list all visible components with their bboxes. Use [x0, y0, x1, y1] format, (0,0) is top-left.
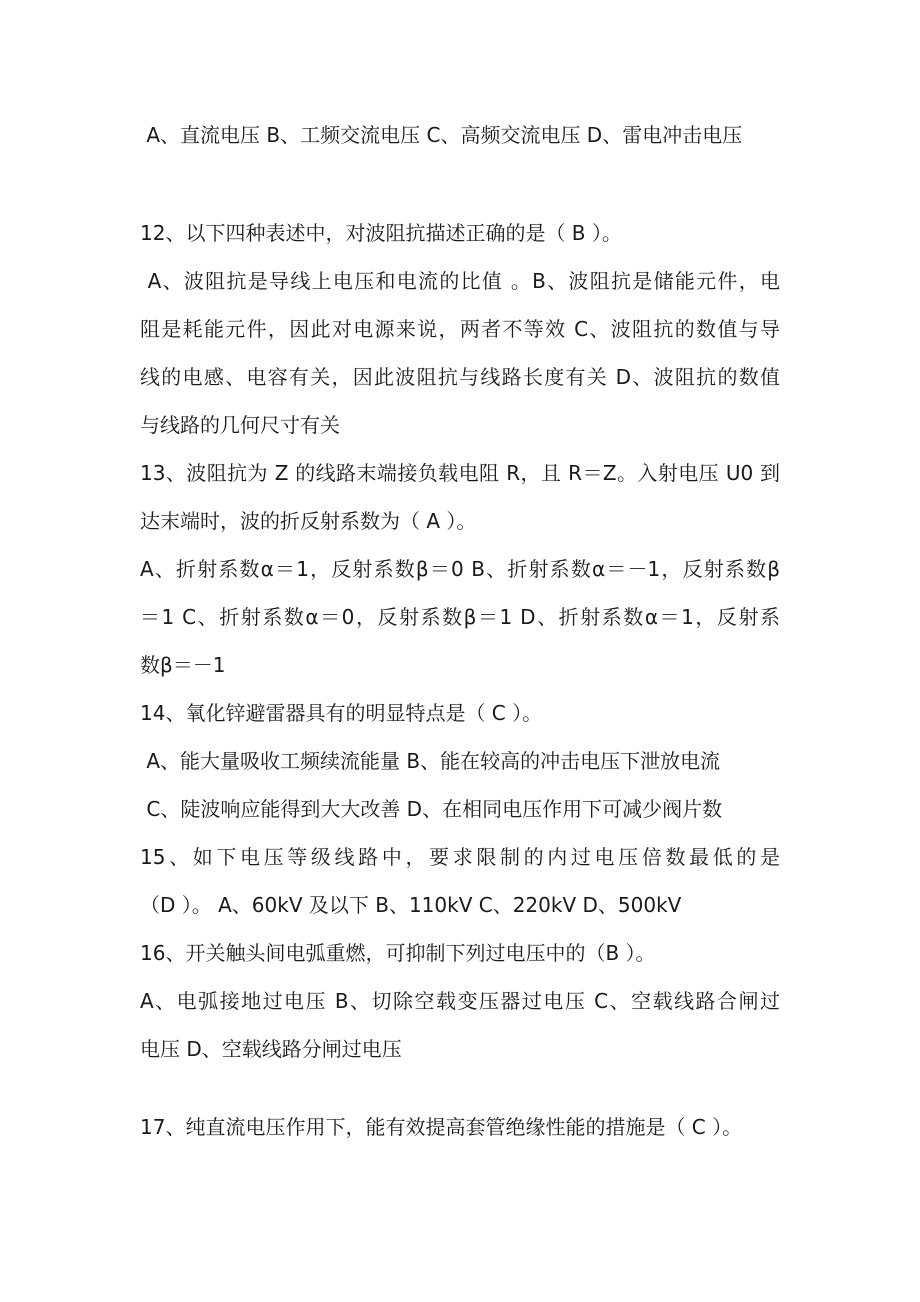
text-line: A、电弧接地过电压 B、切除空载变压器过电压 C、空载线路合闸过: [140, 989, 780, 1013]
text-line: 14、氧化锌避雷器具有的明显特点是（ C ）。: [140, 701, 543, 725]
text-line: 达末端时，波的折反射系数为（ A ）。: [140, 509, 477, 533]
text-line: A、直流电压 B、工频交流电压 C、高频交流电压 D、雷电冲击电压: [140, 123, 743, 147]
text-line: A、波阻抗是导线上电压和电流的比值 。B、波阻抗是储能元件，电: [140, 269, 780, 293]
text-line: 电压 D、空载线路分闸过电压: [140, 1037, 402, 1061]
text-line: 17、纯直流电压作用下，能有效提高套管绝缘性能的措施是（ C ）。: [140, 1115, 743, 1139]
text-line: C、陡波响应能得到大大改善 D、在相同电压作用下可减少阀片数: [140, 797, 723, 821]
text-line: 12、以下四种表述中，对波阻抗描述正确的是（ B ）。: [140, 221, 622, 245]
text-line: 16、开关触头间电弧重燃，可抑制下列过电压中的（B ）。: [140, 941, 656, 965]
text-line: 与线路的几何尺寸有关: [140, 413, 340, 437]
text-line: 13、波阻抗为 Z 的线路末端接负载电阻 R，且 R＝Z。入射电压 U0 到: [140, 461, 780, 485]
text-line: A、能大量吸收工频续流能量 B、能在较高的冲击电压下泄放电流: [140, 749, 721, 773]
text-line: 线的电感、电容有关，因此波阻抗与线路长度有关 D、波阻抗的数值: [140, 365, 780, 389]
text-line: A、折射系数α＝1，反射系数β＝0 B、折射系数α＝－1，反射系数β: [140, 557, 780, 581]
text-line: 15、如下电压等级线路中，要求限制的内过电压倍数最低的是: [140, 845, 780, 869]
text-line: （D ）。 A、60kV 及以下 B、110kV C、220kV D、500kV: [140, 893, 682, 917]
text-line: 数β＝－1: [140, 653, 226, 677]
text-line: ＝1 C、折射系数α＝0，反射系数β＝1 D、折射系数α＝1，反射系: [140, 605, 780, 629]
text-line: 阻是耗能元件，因此对电源来说，两者不等效 C、波阻抗的数值与导: [140, 317, 780, 341]
